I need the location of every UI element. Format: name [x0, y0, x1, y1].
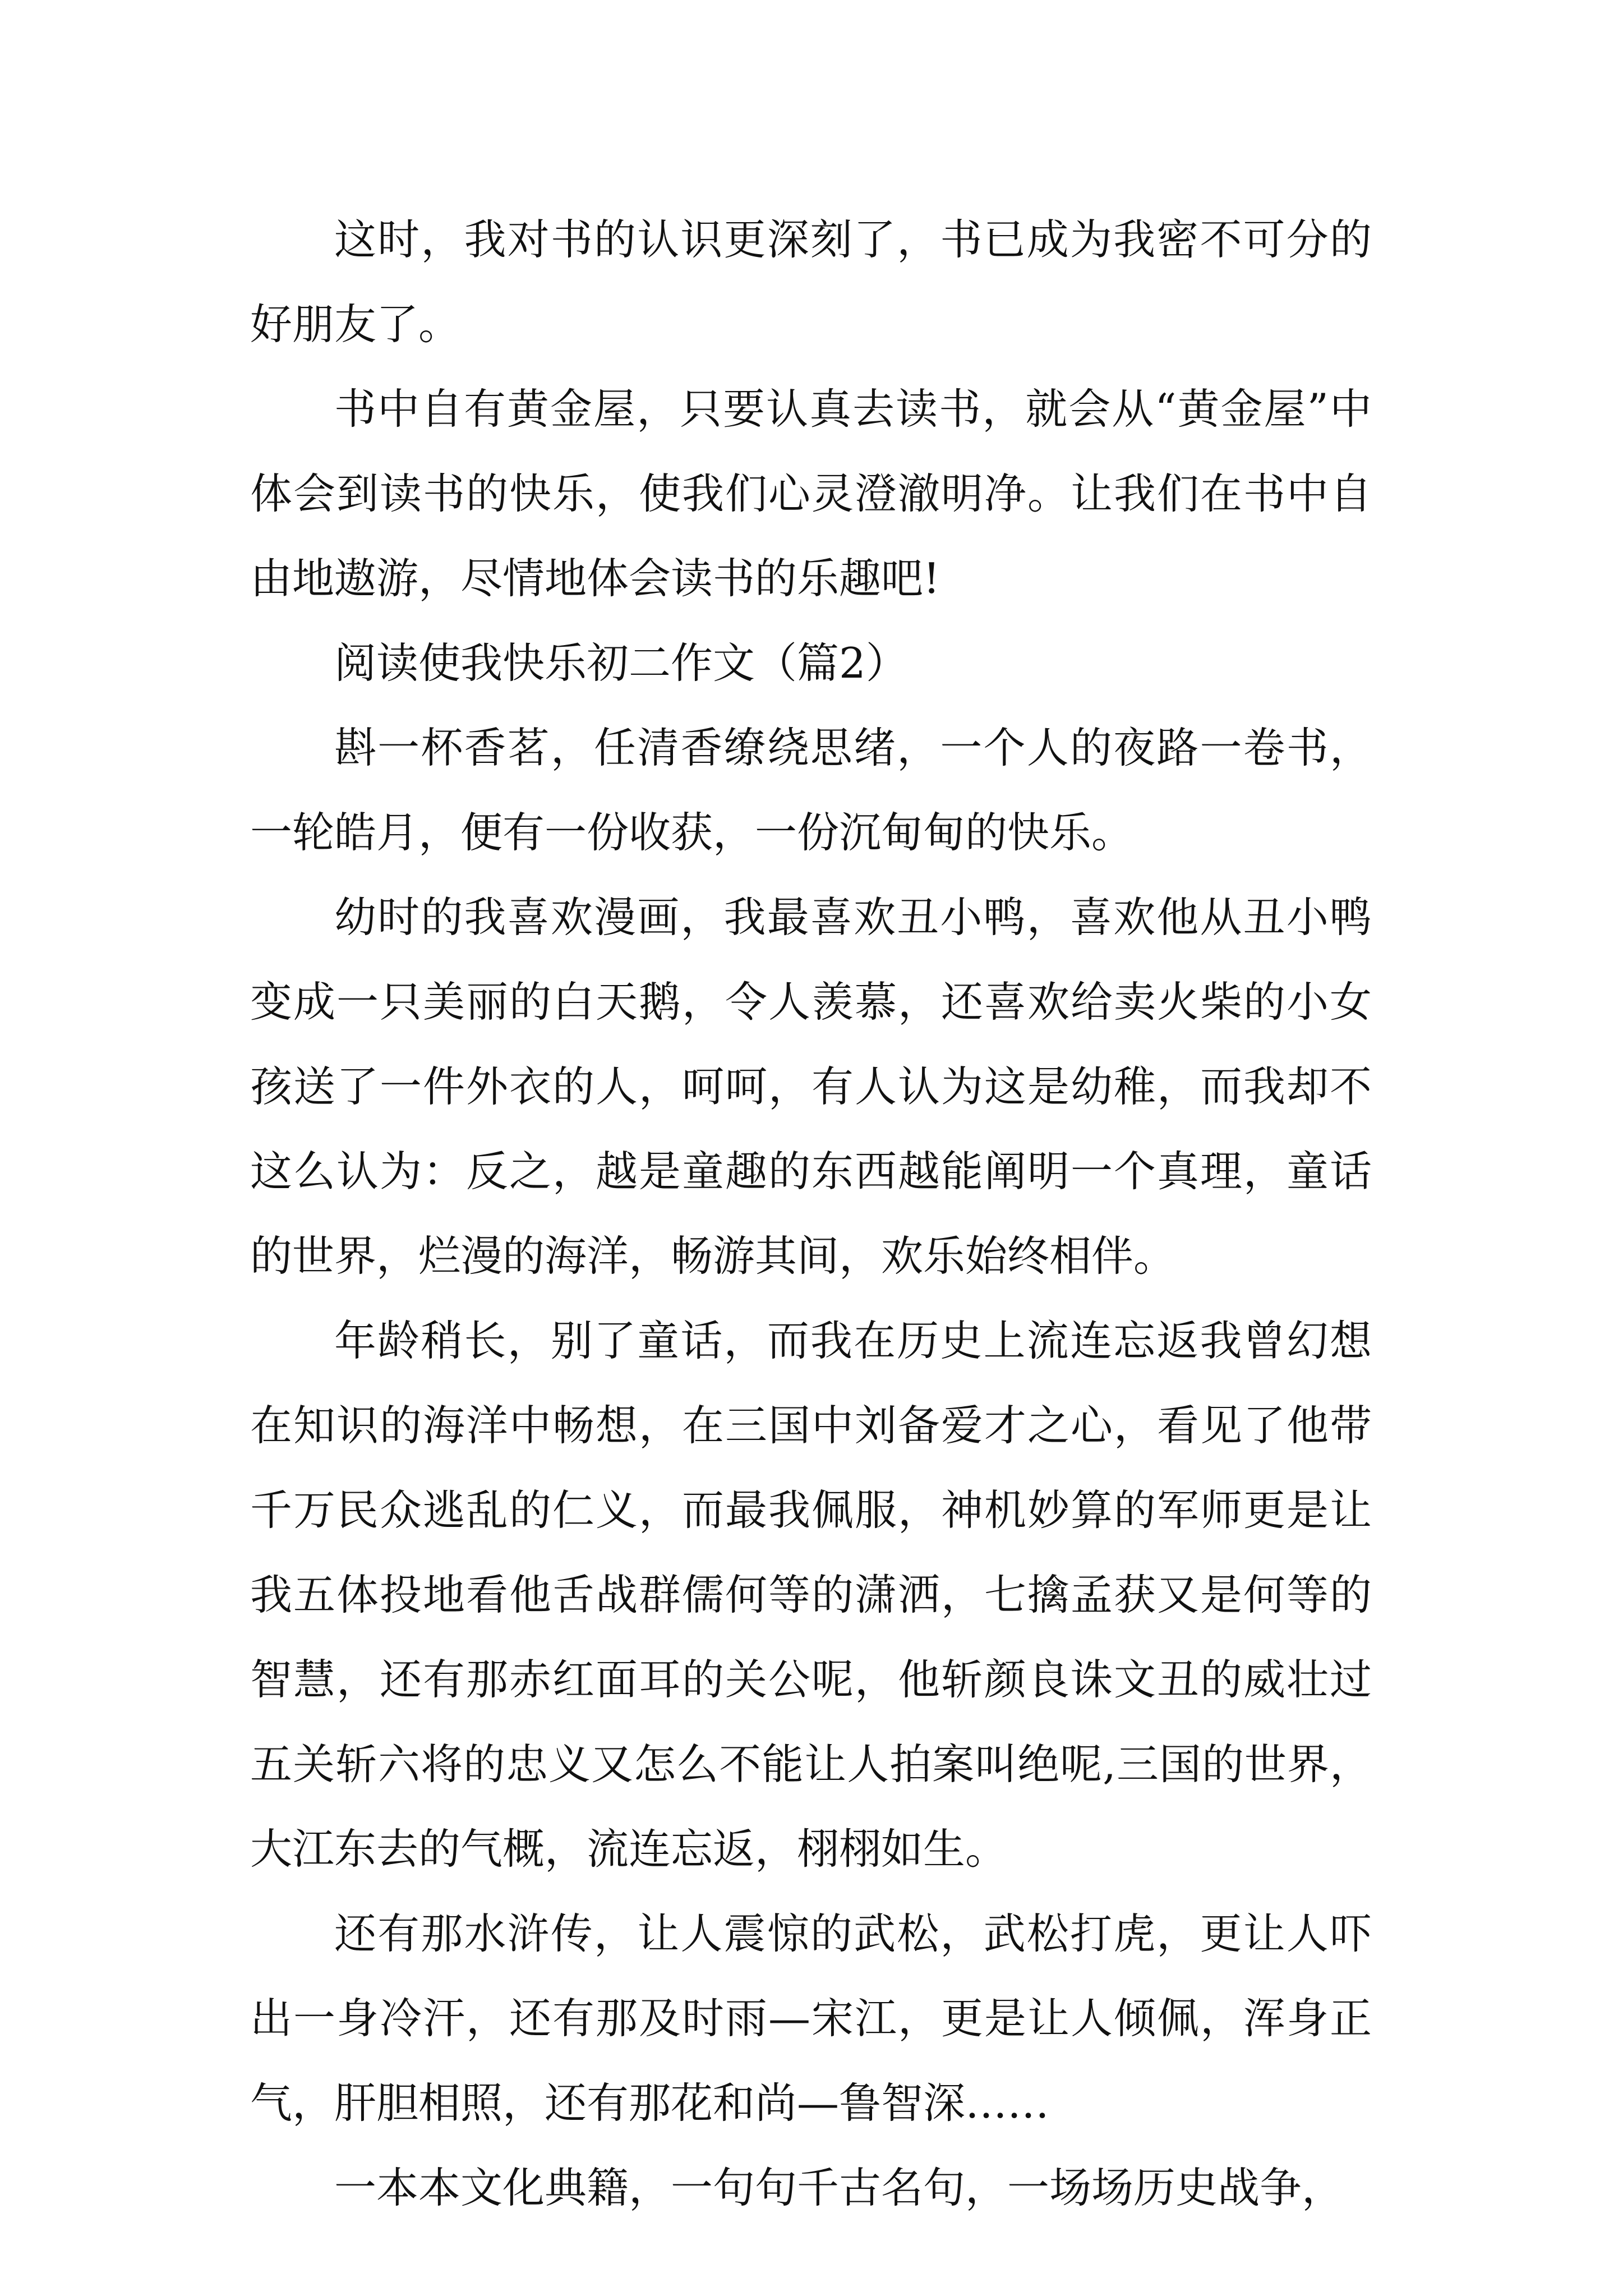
paragraph: 斟一杯香茗，任清香缭绕思绪，一个人的夜路一卷书，一轮皓月，便有一份收获，一份沉甸甸的快乐。 [250, 723, 1372, 857]
document-body [250, 197, 1372, 2230]
paragraph: 幼时的我喜欢漫画，我最喜欢丑小鸭，喜欢他从丑小鸭变成一只美丽的白天鹅，令人羡慕，还喜欢给卖火柴的小女孩送了一件外衣的人，呵呵，有人认为这是幼稚，而我却不这么认为：反之，越是童趣的东西越能阐明一个真理，童话的世界，烂漫的海洋，畅游其间，欢乐始终相伴。 [250, 892, 1372, 1281]
section-heading: 阅读使我快乐初二作文（篇2） [334, 638, 908, 688]
paragraph: 这时，我对书的认识更深刻了，书已成为我密不可分的好朋友了。 [250, 215, 1372, 349]
paragraph: 年龄稍长，别了童话，而我在历史上流连忘返我曾幻想在知识的海洋中畅想，在三国中刘备爱才之心，看见了他带千万民众逃乱的仁义，而最我佩服，神机妙算的军师更是让我五体投地看他舌战群儒何等的潇洒，七擒孟获又是何等的智慧，还有那赤红面耳的关公呢，他斩颜良诛文丑的威壮过五关斩六将的忠义又怎么不能让人拍案叫绝呢,三国的世界，大江东去的气概，流连忘返，栩栩如生。 [250, 1316, 1372, 1874]
paragraph: 书中自有黄金屋，只要认真去读书，就会从“黄金屋”中体会到读书的快乐，使我们心灵澄澈明净。让我们在书中自由地遨游，尽情地体会读书的乐趣吧! [250, 384, 1372, 603]
paragraph: 一本本文化典籍，一句句千古名句，一场场历史战争， [334, 2163, 1344, 2212]
paragraph: 还有那水浒传，让人震惊的武松，武松打虎，更让人吓出一身冷汗，还有那及时雨—宋江，更是让人倾佩，浑身正气，肝胆相照，还有那花和尚—鲁智深…… [250, 1909, 1372, 2128]
